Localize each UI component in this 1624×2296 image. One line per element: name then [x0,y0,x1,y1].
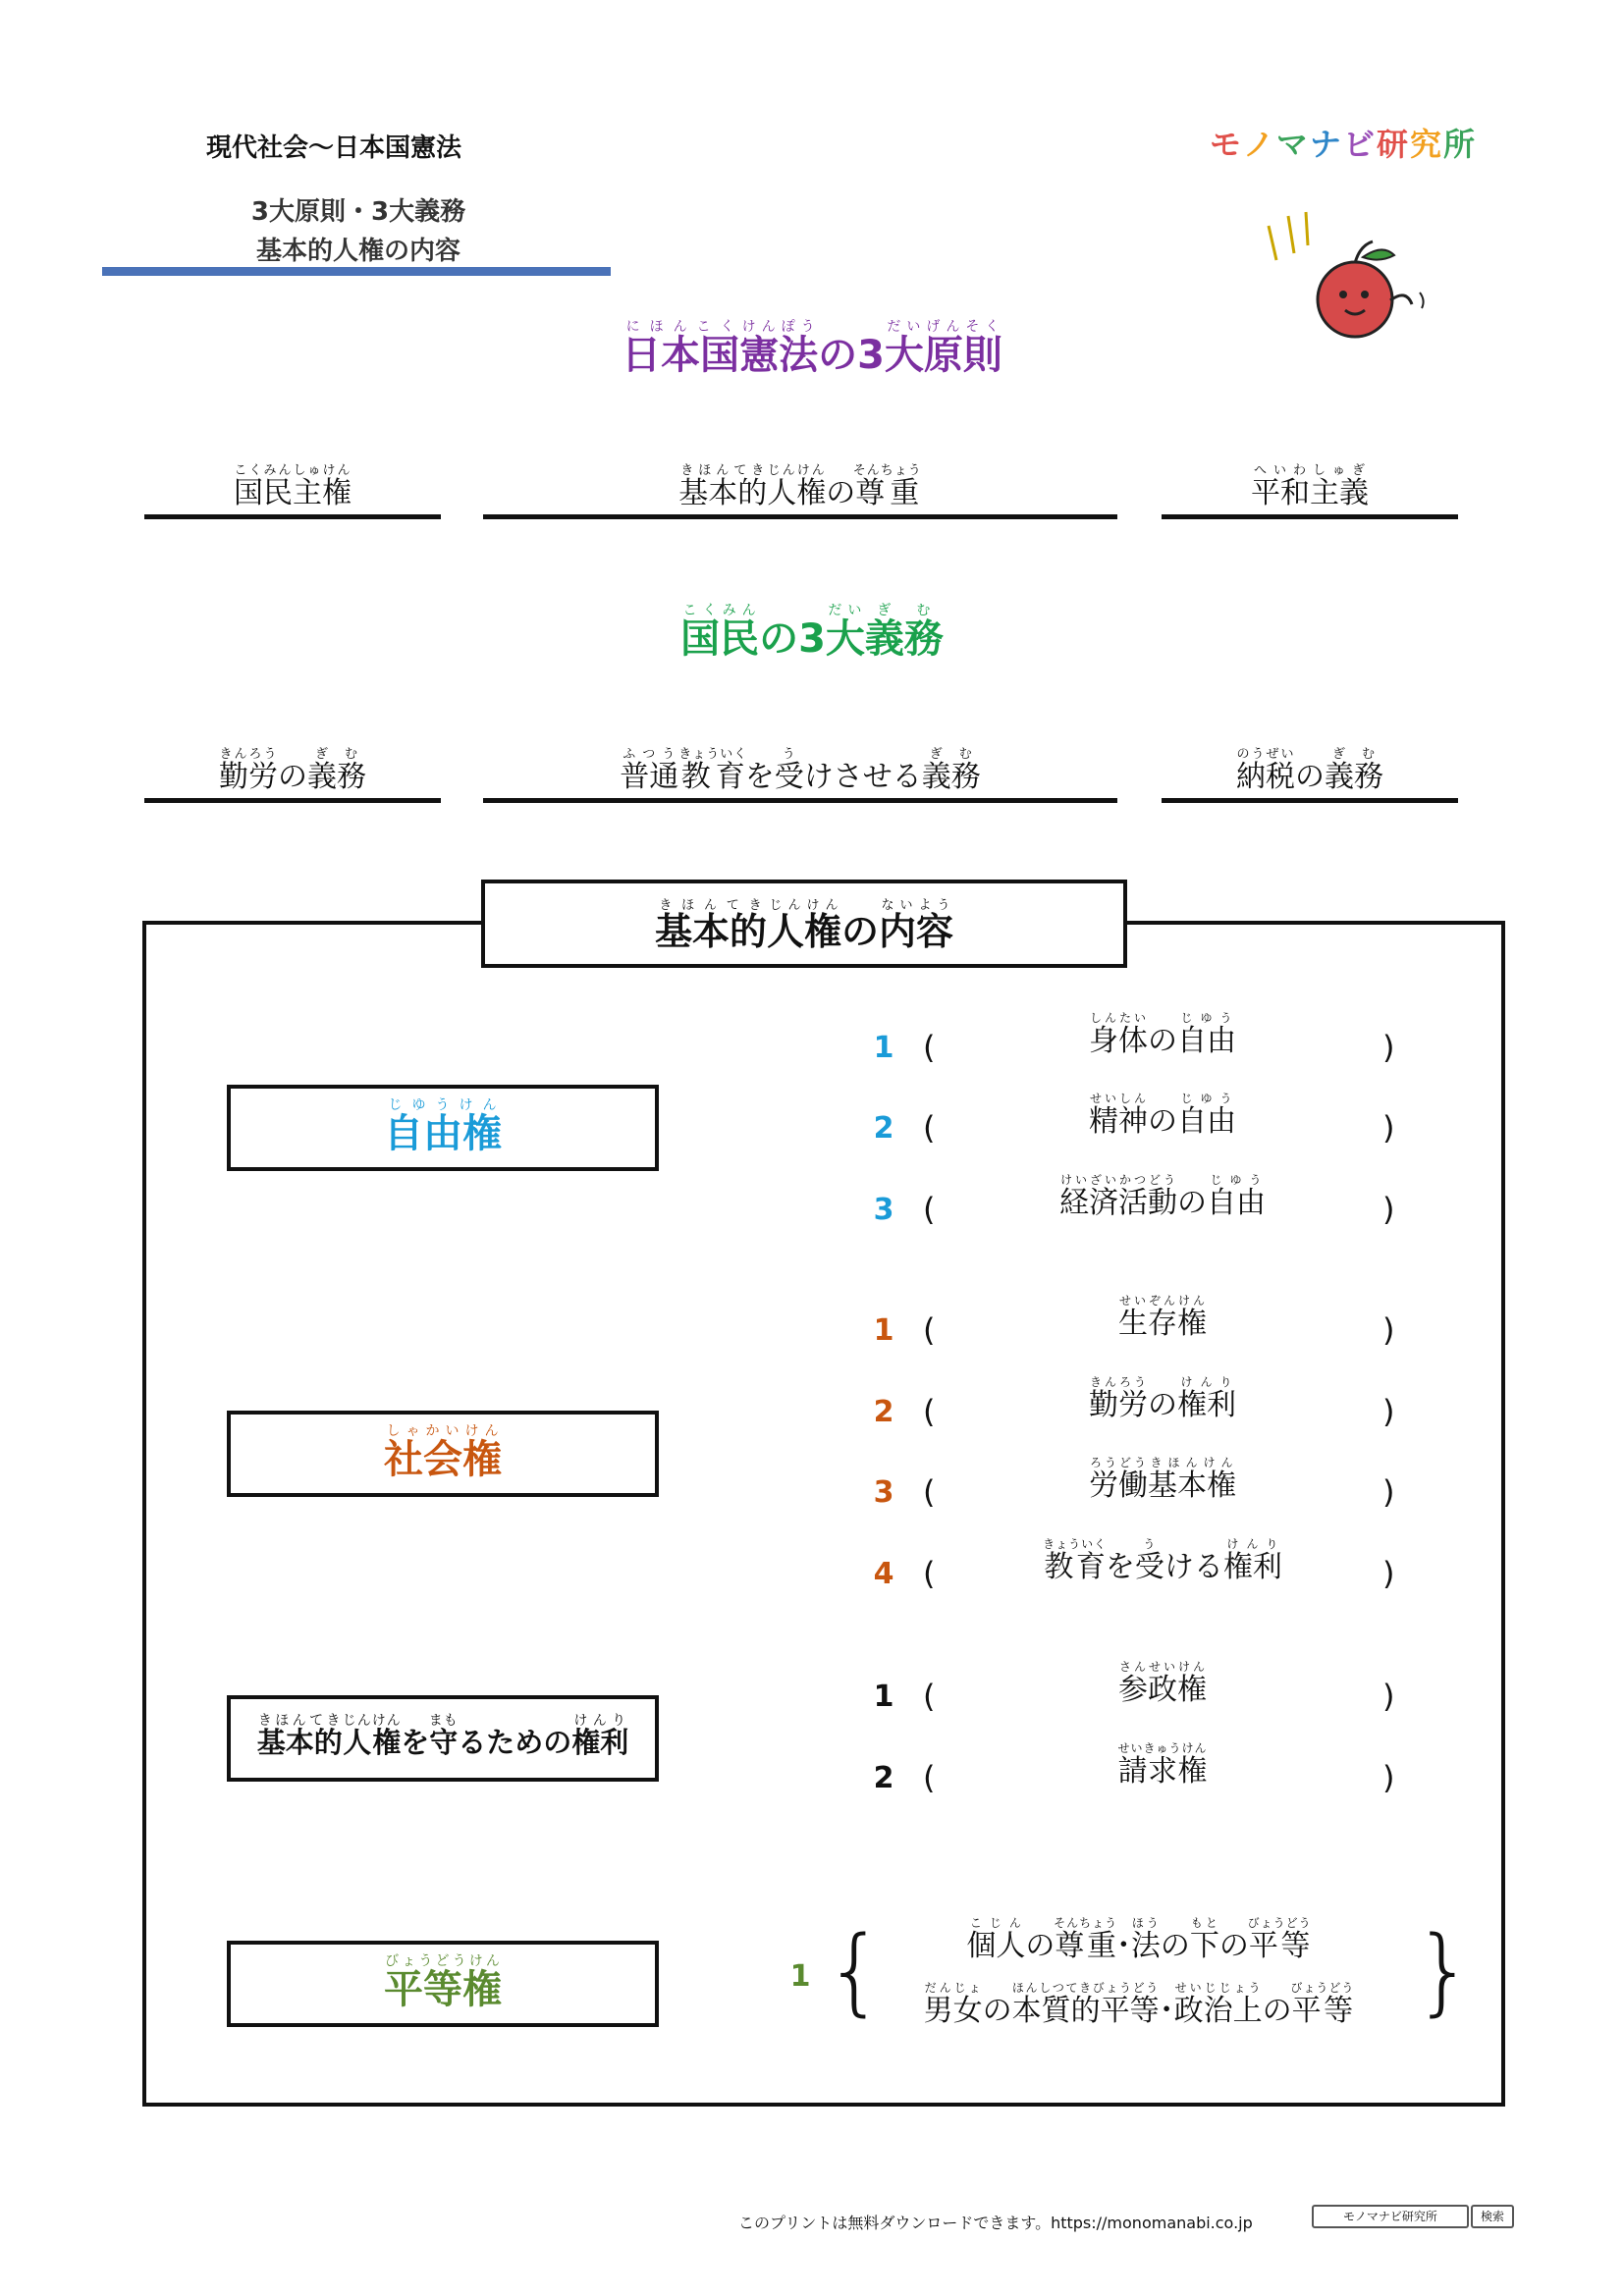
furigana: ほんしつてきびょうどう [1011,1981,1160,1995]
furigana: ふつう [620,747,679,762]
furigana: きほんてき [256,1713,343,1729]
text-fragment: の [1177,1186,1207,1220]
item-number: 2 [873,1111,894,1146]
furigana: かつどう [1118,1173,1177,1187]
equality-number: 1 [789,1959,811,1994]
text-fragment: の [1148,1024,1177,1058]
text-fragment: の [982,1994,1012,2028]
text-fragment: の [1295,760,1325,794]
ruby-word: 義務ぎむ [307,747,366,794]
ruby-word: 勤労きんろう [219,747,278,794]
text-fragment: を [744,760,775,794]
close-paren: ) [1382,1759,1395,1796]
open-paren: ( [923,1473,936,1511]
brand-letter: マ [1275,126,1310,163]
furigana: しゅけん [293,463,352,478]
furigana: けんり [1222,1537,1282,1551]
ruby-word: 基本的きほんてき [654,898,767,953]
ruby-word: 憲法けんぽう [739,319,819,378]
equality-line-1[interactable] [884,1916,1394,1964]
furigana: びょうどうけん [384,1953,502,1969]
close-paren: ) [1382,1191,1395,1228]
furigana: こくみん [234,463,293,478]
furigana: じゆうけん [384,1097,502,1113]
ruby-word: 教育きょういく [1043,1537,1108,1584]
furigana: せいしん [1089,1092,1148,1105]
ruby-word: 自由じゆう [1177,1011,1236,1058]
category-protect [227,1695,659,1782]
right-item-answer[interactable] [907,1741,1418,1789]
right-item-answer[interactable] [907,1537,1418,1585]
brand-letter: 研 [1376,126,1410,163]
ruby-word: 大原則だいげんそく [884,319,1002,378]
text-fragment: の [841,910,880,953]
furigana: のうぜい [1236,747,1295,762]
open-paren: ( [923,1393,936,1430]
ruby-word: 基本権きほんけん [1148,1456,1236,1503]
ruby-word: 精神せいしん [1089,1092,1148,1139]
ruby-word: 大だい [825,603,865,662]
furigana: けんり [1177,1375,1236,1389]
furigana: だいげんそく [884,319,1002,335]
item-number: 1 [873,1031,894,1065]
brand-letter: 所 [1442,126,1477,163]
ruby-word: 人権じんけん [766,898,841,953]
furigana: けんぽう [739,319,819,335]
close-paren: ) [1382,1311,1395,1349]
furigana: ぎむ [921,747,981,762]
close-paren: ) [1382,1678,1395,1715]
ruby-word: 法ほう [1130,1916,1161,1963]
furigana: だい [825,603,865,618]
furigana: きほんてき [678,463,768,478]
furigana: こくみん [680,603,760,618]
furigana: ぎむ [1325,747,1383,762]
text-fragment: の [1025,1929,1056,1963]
furigana: じゆう [1207,1173,1266,1187]
text-fragment: ･ [1159,1994,1174,2028]
close-paren: ) [1382,1393,1395,1430]
text-fragment: の [826,476,856,510]
ruby-word: 本質的平等ほんしつてきびょうどう [1011,1981,1160,2028]
furigana: きほんてき [654,898,767,913]
furigana: う [1134,1537,1164,1551]
subtitle-line-1: 3大原則・3大義務 [250,197,466,227]
furigana: びょうどう [1290,1981,1355,1995]
open-paren: ( [923,1109,936,1147]
duties-heading [0,603,1624,664]
ruby-word: 主権しゅけん [293,463,352,510]
header-underline [102,267,611,276]
ruby-word: 基本的きほんてき [256,1713,343,1759]
ruby-word: 受う [1134,1537,1164,1584]
text-fragment: の [1262,1994,1292,2028]
ruby-word: 義務ぎむ [864,603,944,662]
ruby-word: 受う [774,747,804,794]
furigana: きほんけん [1148,1456,1236,1469]
open-paren: ( [923,1759,936,1796]
ruby-word: 権利けんり [1222,1537,1282,1584]
ruby-word: 守まも [428,1713,459,1759]
ruby-word: 人権じんけん [767,463,827,510]
subtitle-line-2: 基本的人権の内容 [255,237,460,266]
ruby-word: 政治上せいじじょう [1173,1981,1263,2028]
furigana: けいざい [1059,1173,1118,1187]
ruby-word: 労働ろうどう [1089,1456,1148,1503]
ruby-word: 下もと [1189,1916,1219,1963]
footer-search-button[interactable]: 検索 [1471,2205,1514,2228]
ruby-word: 平等権びょうどうけん [384,1953,502,2012]
furigana: そんちょう [852,463,922,478]
ruby-word: 基本的きほんてき [678,463,768,510]
item-number: 3 [873,1475,894,1510]
furigana: そんちょう [1054,1916,1118,1930]
ruby-word: 個人こじん [966,1916,1026,1963]
text-fragment: の [1160,1929,1190,1963]
rights-box-title [481,880,1127,968]
right-item-answer[interactable] [907,1375,1418,1423]
furigana: せいきゅうけん [1117,1741,1208,1755]
furigana: じんけん [342,1713,402,1729]
ruby-word: 尊重そんちょう [1054,1916,1118,1963]
right-brace: } [1414,1916,1475,2026]
furigana: まも [428,1713,459,1729]
ruby-word: 請求権せいきゅうけん [1117,1741,1208,1789]
text-fragment: の [1148,1104,1177,1139]
furigana: ほう [1130,1916,1161,1930]
ruby-word: 人権じんけん [342,1713,402,1759]
ruby-word: 身体しんたい [1089,1011,1148,1058]
furigana: しゃかいけん [384,1423,502,1439]
text-fragment: けさせる [803,760,922,794]
ruby-word: 義務ぎむ [921,747,981,794]
brand-letter: ビ [1342,126,1377,163]
category-social [227,1411,659,1497]
principle-blank-2[interactable] [483,459,1117,519]
ruby-word: 権利けんり [1177,1375,1236,1422]
furigana: きんろう [219,747,278,762]
equality-line-2[interactable] [884,1981,1394,2029]
brand-letter: 究 [1409,126,1443,163]
close-paren: ) [1382,1555,1395,1592]
furigana: じんけん [767,463,827,478]
ruby-word: 普通ふつう [620,747,679,794]
item-number: 2 [873,1761,894,1795]
duty-blank-3[interactable] [1162,743,1458,803]
principle-blank-3[interactable] [1162,459,1458,519]
furigana: こじん [966,1916,1026,1930]
furigana: もと [1189,1916,1219,1930]
furigana: しゅぎ [1310,463,1369,478]
furigana: う [774,747,804,762]
item-number: 1 [873,1313,894,1348]
text-fragment: ･ [1115,1929,1131,1963]
ruby-word: 平和へいわ [1251,463,1310,510]
text-fragment: を [401,1726,430,1759]
ruby-word: 自由じゆう [1177,1092,1236,1139]
right-item-answer[interactable] [907,1173,1418,1221]
text-fragment: の3 [759,616,826,662]
ruby-word: 義務ぎむ [1325,747,1383,794]
brand-letter: モ [1209,126,1243,163]
ruby-word: 経済けいざい [1059,1173,1118,1220]
left-brace: { [825,1916,886,2026]
text-fragment: の [278,760,307,794]
furigana: だんじょ [923,1981,983,1995]
right-item-answer[interactable] [907,1011,1418,1059]
furigana: ぎむ [307,747,366,762]
furigana: じゆう [1177,1092,1236,1105]
furigana: じんけん [766,898,841,913]
furigana: へいわ [1251,463,1310,478]
ruby-word: 国民こくみん [234,463,293,510]
ruby-word: 日本国にほんこく [622,319,740,378]
ruby-word: 国民こくみん [680,603,760,662]
open-paren: ( [923,1191,936,1228]
duty-blank-1[interactable] [144,743,441,803]
ruby-word: 主義しゅぎ [1310,463,1369,510]
text-fragment: の3 [818,333,885,378]
text-fragment: るための [458,1726,572,1759]
ruby-word: 社会権しゃかいけん [384,1423,502,1482]
ruby-word: 納税のうぜい [1236,747,1295,794]
ruby-word: 平等びょうどう [1247,1916,1312,1963]
ruby-word: 参政権さんせいけん [1118,1660,1207,1707]
text-fragment: の [1148,1388,1177,1422]
open-paren: ( [923,1678,936,1715]
furigana: ないよう [879,898,954,913]
item-number: 3 [873,1193,894,1227]
open-paren: ( [923,1029,936,1066]
page-title: 現代社会〜日本国憲法 [206,133,462,163]
right-item-answer[interactable] [907,1294,1418,1342]
ruby-word: 自由権じゆうけん [384,1097,502,1156]
ruby-word: 平等びょうどう [1290,1981,1355,2028]
ruby-word: 勤労きんろう [1089,1375,1148,1422]
open-paren: ( [923,1555,936,1592]
right-item-answer[interactable] [907,1456,1418,1504]
furigana: きょういく [678,747,748,762]
principles-heading [0,319,1624,380]
right-item-answer[interactable] [907,1092,1418,1140]
ruby-word: 男女だんじょ [923,1981,983,2028]
close-paren: ) [1382,1109,1395,1147]
item-number: 1 [873,1680,894,1714]
ruby-word: 内容ないよう [879,898,954,953]
brand-letter: ナ [1309,126,1343,163]
open-paren: ( [923,1311,936,1349]
item-number: 2 [873,1395,894,1429]
brand-letter: ノ [1242,126,1276,163]
furigana: ろうどう [1089,1456,1148,1469]
text-fragment: を [1105,1550,1135,1584]
furigana: さんせいけん [1118,1660,1207,1674]
furigana: しんたい [1089,1011,1148,1025]
furigana: びょうどう [1247,1916,1312,1930]
close-paren: ) [1382,1029,1395,1066]
brand-logo [1210,120,1477,165]
page-subtitle [226,192,491,271]
furigana: きんろう [1089,1375,1148,1389]
ruby-word: 生存権せいぞんけん [1118,1294,1207,1341]
category-freedom [227,1085,659,1171]
close-paren: ) [1382,1473,1395,1511]
furigana: せいじじょう [1173,1981,1263,1995]
furigana: きょういく [1043,1537,1108,1551]
ruby-word: 自由じゆう [1207,1173,1266,1220]
principle-blank-1[interactable] [144,459,441,519]
item-number: 4 [873,1557,894,1591]
text-fragment: の [1218,1929,1249,1963]
text-fragment: ける [1164,1550,1223,1584]
duty-blank-2[interactable] [483,743,1117,803]
footer-search-box[interactable]: モノマナビ研究所 [1312,2205,1469,2228]
ruby-word: 尊重そんちょう [852,463,922,510]
furigana: じゆう [1177,1011,1236,1025]
furigana: せいぞんけん [1118,1294,1207,1308]
right-item-answer[interactable] [907,1660,1418,1708]
footer-text: このプリントは無料ダウンロードできます。https://monomanabi.co.jp [738,2214,1253,2232]
ruby-word: 活動かつどう [1118,1173,1177,1220]
ruby-word: 権利けんり [571,1713,629,1759]
furigana: ぎむ [864,603,944,618]
ruby-word: 教育きょういく [678,747,748,794]
category-equality [227,1941,659,2027]
furigana: けんり [571,1713,629,1729]
furigana: にほんこく [622,319,740,335]
